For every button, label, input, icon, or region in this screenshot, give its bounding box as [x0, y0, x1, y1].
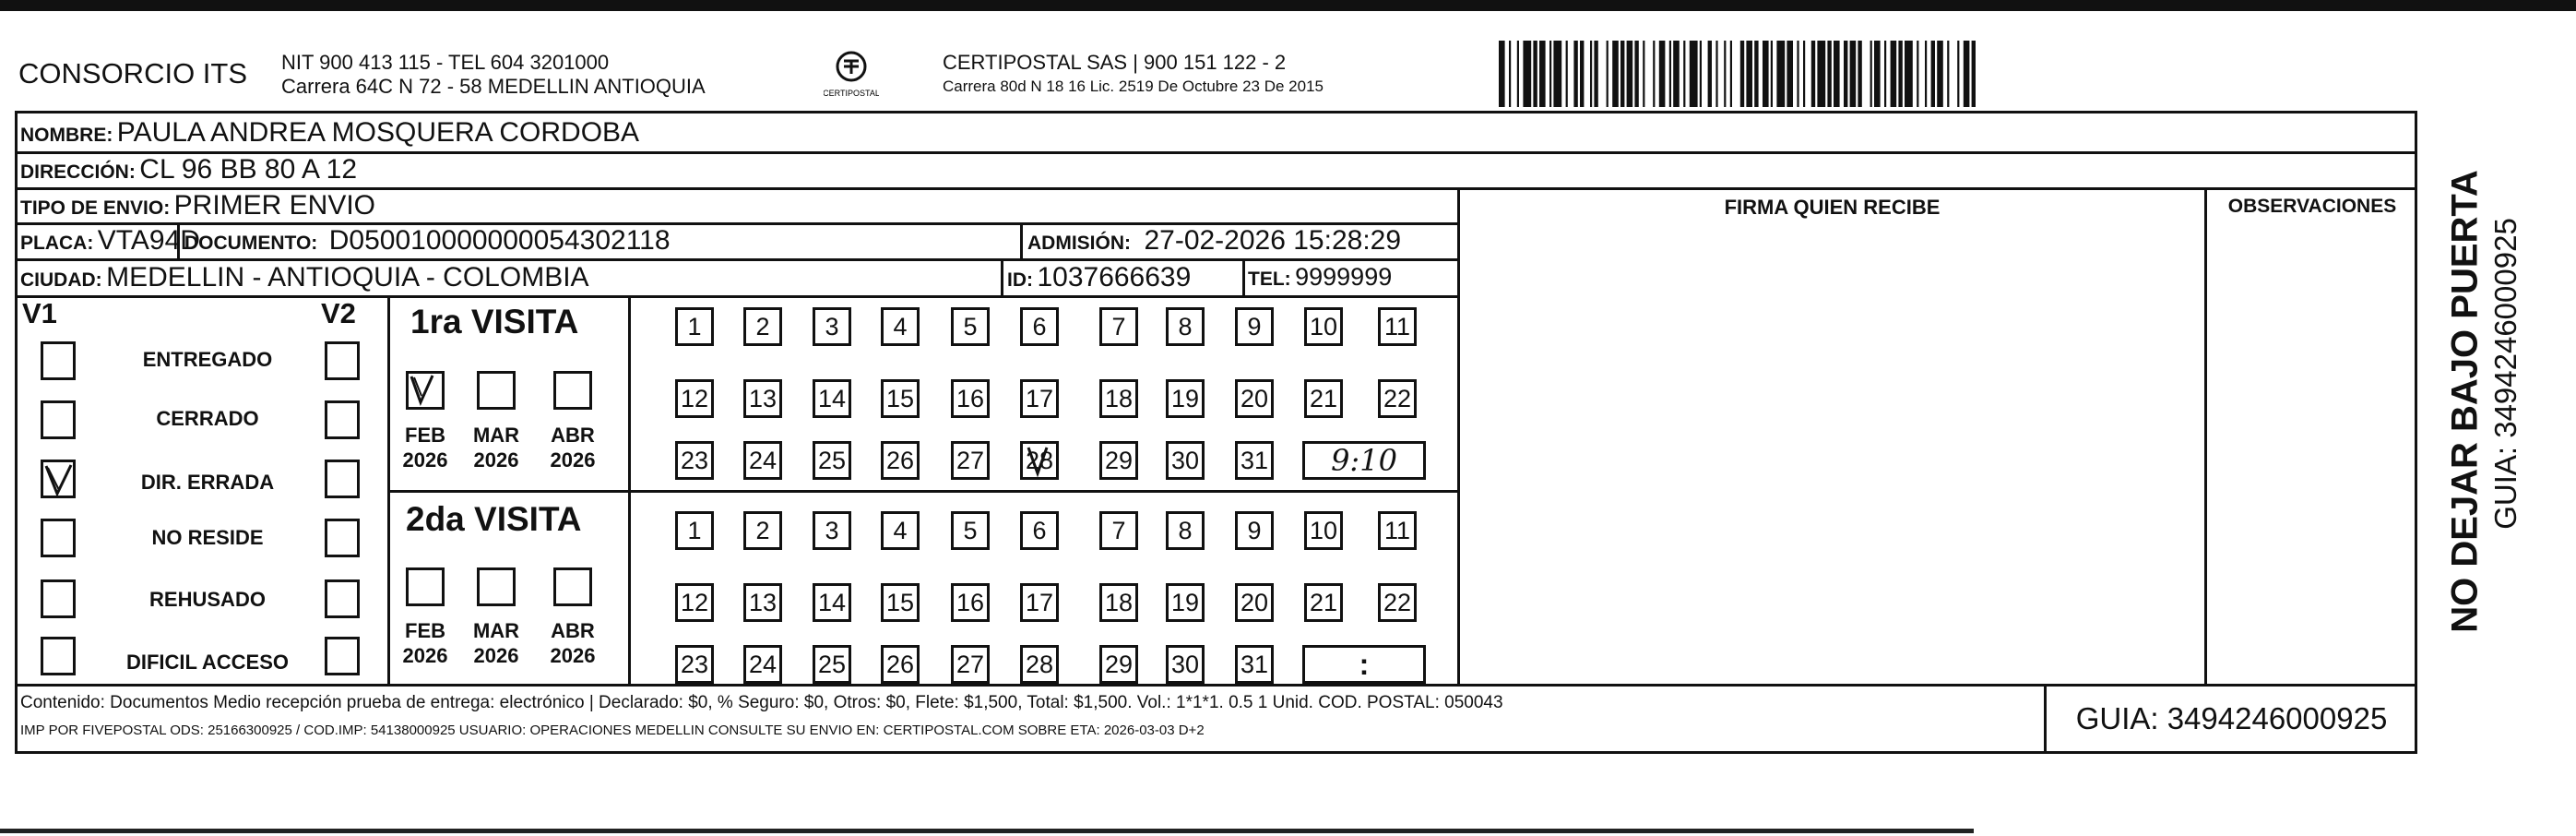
company-address: Carrera 64C N 72 - 58 MEDELLIN ANTIOQUIA [281, 75, 706, 98]
carrier-line: CERTIPOSTAL SAS | 900 151 122 - 2 [943, 51, 1287, 74]
direccion-row [20, 154, 357, 185]
visit2-title: 2da VISITA [406, 500, 582, 538]
visit2-day-12[interactable]: 12 [675, 583, 714, 622]
visit2-day-26[interactable]: 26 [881, 645, 920, 684]
v2-checkbox-rehusado[interactable] [325, 579, 360, 618]
visit2-day-23[interactable]: 23 [675, 645, 714, 684]
nombre-label: NOMBRE: [20, 125, 113, 146]
visit1-day-14[interactable]: 14 [813, 379, 851, 418]
ciudad-field [20, 262, 589, 293]
visit1-day-6[interactable]: 6 [1020, 307, 1059, 346]
visit1-day-29[interactable]: 29 [1099, 441, 1138, 480]
visit1-day-23[interactable]: 23 [675, 441, 714, 480]
visit2-day-8[interactable]: 8 [1166, 511, 1205, 550]
visit2-day-11[interactable]: 11 [1378, 511, 1417, 550]
visit1-day-8[interactable]: 8 [1166, 307, 1205, 346]
guia-box-text: GUIA: 3494246000925 [2075, 701, 2388, 735]
visit2-day-18[interactable]: 18 [1099, 583, 1138, 622]
v1-checkbox-rehusado[interactable] [41, 579, 76, 618]
visit2-day-21[interactable]: 21 [1304, 583, 1343, 622]
visit1-day-3[interactable]: 3 [813, 307, 851, 346]
status-dificil-acceso: DIFICIL ACCESO [125, 651, 289, 674]
top-rule [0, 0, 2576, 11]
v1-label: V1 [22, 297, 57, 329]
visit1-day-5[interactable]: 5 [951, 307, 990, 346]
admision-label: ADMISIÓN: [1027, 233, 1131, 254]
v1-checkbox-cerrado[interactable] [41, 400, 76, 439]
id-label: ID: [1007, 269, 1033, 291]
visit1-day-9[interactable]: 9 [1235, 307, 1274, 346]
nombre-value: PAULA ANDREA MOSQUERA CORDOBA [116, 117, 640, 148]
v2-checkbox-dificil-acceso[interactable] [325, 637, 360, 675]
visit2-day-15[interactable]: 15 [881, 583, 920, 622]
v2-checkbox-no-reside[interactable] [325, 519, 360, 557]
visit1-day-20[interactable]: 20 [1235, 379, 1274, 418]
ciudad-value: MEDELLIN - ANTIOQUIA - COLOMBIA [106, 262, 589, 293]
visit1-time-box[interactable]: 9:10 [1302, 441, 1426, 480]
visit1-month-mar-box[interactable] [477, 371, 516, 410]
visit1-day-26[interactable]: 26 [881, 441, 920, 480]
visit2-day-13[interactable]: 13 [743, 583, 782, 622]
visit1-day-11[interactable]: 11 [1378, 307, 1417, 346]
visit2-day-14[interactable]: 14 [813, 583, 851, 622]
observaciones-header: OBSERVACIONES [2227, 196, 2397, 217]
tipo-value: PRIMER ENVIO [173, 190, 376, 221]
no-dejar-bajo-puerta: NO DEJAR BAJO PUERTA [2444, 170, 2486, 633]
visit2-day-31[interactable]: 31 [1235, 645, 1274, 684]
visit1-day-30[interactable]: 30 [1166, 441, 1205, 480]
visit1-day-10[interactable]: 10 [1304, 307, 1343, 346]
documento-value: D050010000000054302118 [328, 225, 671, 256]
firma-header: FIRMA QUIEN RECIBE [1724, 196, 1941, 219]
visit2-day-7[interactable]: 7 [1099, 511, 1138, 550]
visit1-day-28[interactable]: 28 [1020, 441, 1059, 480]
visit2-day-25[interactable]: 25 [813, 645, 851, 684]
visit1-day-25[interactable]: 25 [813, 441, 851, 480]
visit1-day-7[interactable]: 7 [1099, 307, 1138, 346]
visit1-day-2[interactable]: 2 [743, 307, 782, 346]
placa-value: VTA94D [97, 225, 200, 256]
visit1-day-22[interactable]: 22 [1378, 379, 1417, 418]
company-name: CONSORCIO ITS [18, 57, 248, 90]
visit2-day-19[interactable]: 19 [1166, 583, 1205, 622]
v2-checkbox-dir-errada[interactable] [325, 460, 360, 498]
visit2-day-10[interactable]: 10 [1304, 511, 1343, 550]
visit2-month-feb: FEB 2026 [402, 619, 448, 667]
documento-field [184, 225, 671, 257]
visit1-day-19[interactable]: 19 [1166, 379, 1205, 418]
side-warning [2421, 143, 2532, 660]
visit2-month-mar: MAR 2026 [472, 619, 520, 667]
visit2-day-17[interactable]: 17 [1020, 583, 1059, 622]
checkmark-icon [43, 462, 75, 497]
visit1-day-27[interactable]: 27 [951, 441, 990, 480]
admision-value: 27-02-2026 15:28:29 [1144, 225, 1402, 256]
visit2-day-3[interactable]: 3 [813, 511, 851, 550]
visit1-month-feb: FEB 2026 [402, 424, 448, 472]
barcode [1499, 41, 2237, 107]
visit1-day-17[interactable]: 17 [1020, 379, 1059, 418]
v2-checkbox-cerrado[interactable] [325, 400, 360, 439]
visit1-month-mar: MAR 2026 [472, 424, 520, 472]
visit1-month-feb-box[interactable] [406, 371, 445, 410]
placa-label: PLACA: [20, 233, 94, 254]
tel-field [1248, 263, 1392, 292]
visit1-day-21[interactable]: 21 [1304, 379, 1343, 418]
side-guia: GUIA: 3494246000925 [2488, 218, 2523, 530]
tipo-row [20, 190, 375, 221]
admision-field [1027, 225, 1401, 257]
checkmark-icon [1023, 444, 1056, 477]
v1-checkbox-no-reside[interactable] [41, 519, 76, 557]
visit2-day-2[interactable]: 2 [743, 511, 782, 550]
status-cerrado: CERRADO [156, 407, 259, 430]
visit1-month-abr-box[interactable] [553, 371, 592, 410]
visit2-day-16[interactable]: 16 [951, 583, 990, 622]
visit2-day-22[interactable]: 22 [1378, 583, 1417, 622]
visit1-day-1[interactable]: 1 [675, 307, 714, 346]
status-no-reside: NO RESIDE [151, 526, 264, 549]
visit2-day-9[interactable]: 9 [1235, 511, 1274, 550]
nit-line: NIT 900 413 115 - TEL 604 3201000 [281, 51, 610, 74]
visit2-month-feb-box[interactable] [406, 567, 445, 606]
status-entregado: ENTREGADO [142, 348, 273, 371]
contenido-line: Contenido: Documentos Medio recepción prueba de entrega: electrónico | Declarado: $0, % Seguro: $0, Otros: $0, Flete: $1,500, Total: $1,500. Vol.: 1*1*1. 0.5 1 Unid. COD. POSTAL: 050043 [20, 693, 1503, 712]
certipostal-logo [824, 48, 879, 103]
ciudad-label: CIUDAD: [20, 269, 102, 291]
visit2-day-6[interactable]: 6 [1020, 511, 1059, 550]
visit1-title: 1ra VISITA [410, 303, 579, 340]
visit1-day-18[interactable]: 18 [1099, 379, 1138, 418]
status-rehusado: REHUSADO [149, 588, 266, 611]
visit1-day-13[interactable]: 13 [743, 379, 782, 418]
visit2-time-box[interactable]: : [1302, 645, 1426, 684]
tipo-label: TIPO DE ENVIO: [20, 197, 171, 219]
placa-field [20, 225, 200, 257]
visit1-day-15[interactable]: 15 [881, 379, 920, 418]
tel-value: 9999999 [1295, 263, 1393, 291]
visit2-day-28[interactable]: 28 [1020, 645, 1059, 684]
visit2-month-mar-box[interactable] [477, 567, 516, 606]
visit2-day-1[interactable]: 1 [675, 511, 714, 550]
direccion-value: CL 96 BB 80 A 12 [139, 154, 358, 185]
visit1-day-24[interactable]: 24 [743, 441, 782, 480]
visit2-day-24[interactable]: 24 [743, 645, 782, 684]
id-field [1007, 262, 1191, 293]
visit2-day-29[interactable]: 29 [1099, 645, 1138, 684]
imp-line: IMP POR FIVEPOSTAL ODS: 25166300925 / COD.IMP: 54138000925 USUARIO: OPERACIONES MEDELLIN CONSULTE SU ENVIO EN: CERTIPOSTAL.COM SOBRE ETA: 2026-03-03 D+2 [20, 723, 1205, 738]
visit2-month-abr: ABR 2026 [550, 619, 596, 667]
visit1-month-abr: ABR 2026 [550, 424, 596, 472]
visit1-day-12[interactable]: 12 [675, 379, 714, 418]
id-value: 1037666639 [1037, 262, 1192, 293]
visit1-day-31[interactable]: 31 [1235, 441, 1274, 480]
visit2-day-4[interactable]: 4 [881, 511, 920, 550]
visit2-day-30[interactable]: 30 [1166, 645, 1205, 684]
nombre-row [20, 117, 639, 149]
v1-checkbox-entregado[interactable] [41, 341, 76, 380]
visit2-day-20[interactable]: 20 [1235, 583, 1274, 622]
documento-label: DOCUMENTO: [184, 233, 318, 254]
visit1-day-16[interactable]: 16 [951, 379, 990, 418]
carrier-address: Carrera 80d N 18 16 Lic. 2519 De Octubre 23 De 2015 [943, 78, 1324, 95]
svg-text:CERTIPOSTAL: CERTIPOSTAL [824, 89, 879, 98]
status-dir-errada: DIR. ERRADA [140, 471, 275, 494]
v1-checkbox-dir-errada[interactable] [41, 460, 76, 498]
v2-checkbox-entregado[interactable] [325, 341, 360, 380]
visit1-day-4[interactable]: 4 [881, 307, 920, 346]
tel-label: TEL: [1248, 269, 1291, 290]
bottom-rule [0, 829, 1974, 833]
v1-checkbox-dificil-acceso[interactable] [41, 637, 76, 675]
visit2-day-5[interactable]: 5 [951, 511, 990, 550]
v2-label: V2 [321, 297, 356, 329]
checkmark-icon [409, 374, 442, 407]
visit2-day-27[interactable]: 27 [951, 645, 990, 684]
visit2-month-abr-box[interactable] [553, 567, 592, 606]
direccion-label: DIRECCIÓN: [20, 161, 136, 183]
